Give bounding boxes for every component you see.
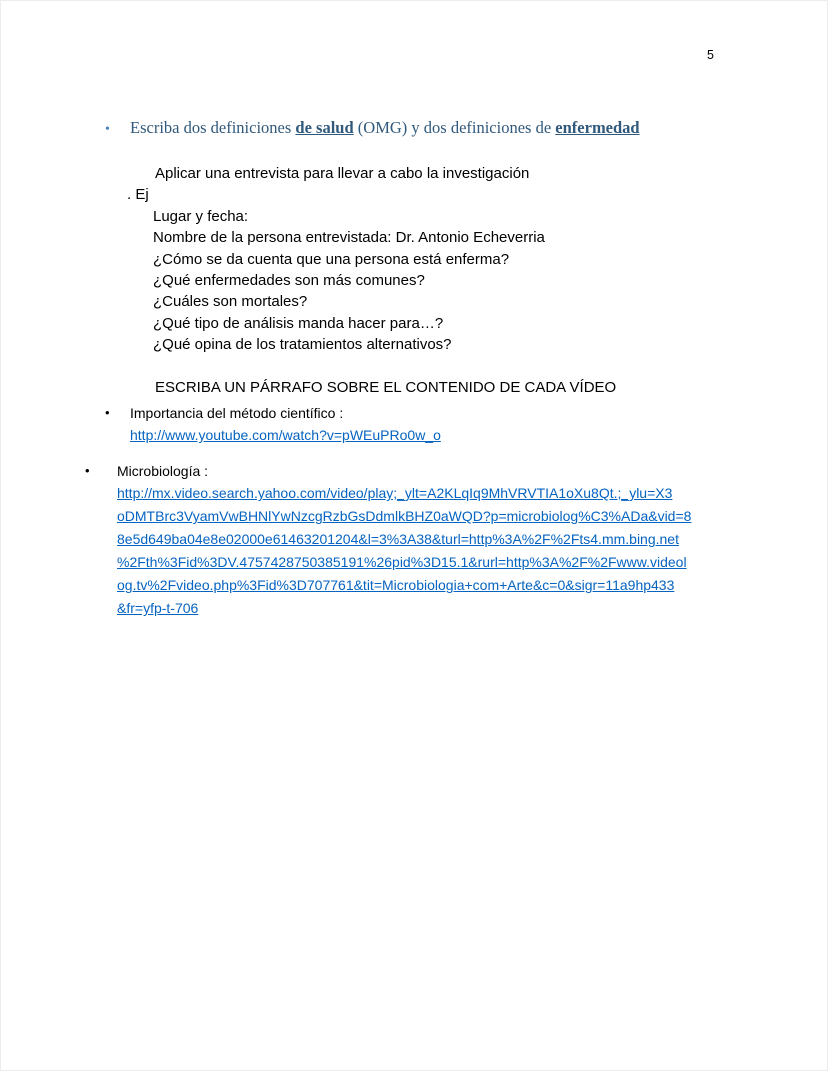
page-number: 5 (707, 48, 714, 62)
bullet-icon: • (85, 463, 90, 479)
yahoo-video-link[interactable] (117, 482, 828, 620)
heading-text (130, 117, 640, 139)
heading-part-1: Escriba dos definiciones (130, 118, 296, 137)
bullet-icon: • (105, 122, 110, 137)
video-paragraph-instruction: ESCRIBA UN PÁRRAFO SOBRE EL CONTENIDO DE CADA VÍDEO (155, 378, 617, 396)
heading-part-2: (OMG) y dos definiciones de (353, 118, 556, 137)
link-line: og.tv%2Fvideo.php%3Fid%3D707761&tit=Microbiologia+com+Arte&c=0&sigr=11a9hp433 (117, 577, 675, 594)
interview-intro: Aplicar una entrevista para llevar a cabo la investigación (155, 165, 530, 182)
interview-question: ¿Cuáles son mortales? (153, 293, 308, 311)
interview-question: ¿Qué tipo de análisis manda hacer para…? (153, 314, 444, 332)
list-item-metodo-cientifico (105, 402, 828, 446)
list-item-body (130, 402, 828, 446)
link-line: http://mx.video.search.yahoo.com/video/play;_ylt=A2KLqIq9MhVRVTIA1oXu8Qt.;_ylu=X3 (117, 485, 673, 502)
interview-question: ¿Qué opina de los tratamientos alternativos? (153, 336, 452, 354)
interview-section (0, 163, 828, 398)
youtube-link[interactable]: http://www.youtube.com/watch?v=pWEuPRo0w_o (130, 427, 441, 444)
link-line: oDMTBrc3VyamVwBHNlYwNzcgRzbGsDdmlkBHZ0aWQD?p=microbiolog%C3%ADa&vid=8 (117, 508, 692, 525)
list-item-label: Microbiología : (117, 463, 209, 480)
list-item-microbiologia (85, 460, 828, 620)
interview-ej: . Ej (127, 186, 149, 204)
link-line: 8e5d649ba04e8e02000e61463201204&l=3%3A38&turl=http%3A%2F%2Fts4.mm.bing.net (117, 531, 679, 548)
heading-term-salud: de salud (295, 118, 354, 137)
interview-question: ¿Cómo se da cuenta que una persona está enferma? (153, 250, 510, 268)
list-item-body (117, 460, 828, 620)
list-item-label: Importancia del método científico : (130, 405, 344, 422)
bullet-icon: • (105, 405, 110, 421)
link-line: &fr=yfp-t-706 (117, 600, 199, 617)
interview-line: Nombre de la persona entrevistada: Dr. Antonio Echeverria (153, 229, 545, 247)
interview-line: Lugar y fecha: (153, 207, 249, 225)
heading-term-enfermedad: enfermedad (555, 118, 640, 137)
interview-question: ¿Qué enfermedades son más comunes? (153, 272, 425, 290)
link-line: %2Fth%3Fid%3DV.4757428750385191%26pid%3D15.1&rurl=http%3A%2F%2Fwww.videol (117, 554, 687, 571)
heading-bullet-item (105, 117, 828, 141)
